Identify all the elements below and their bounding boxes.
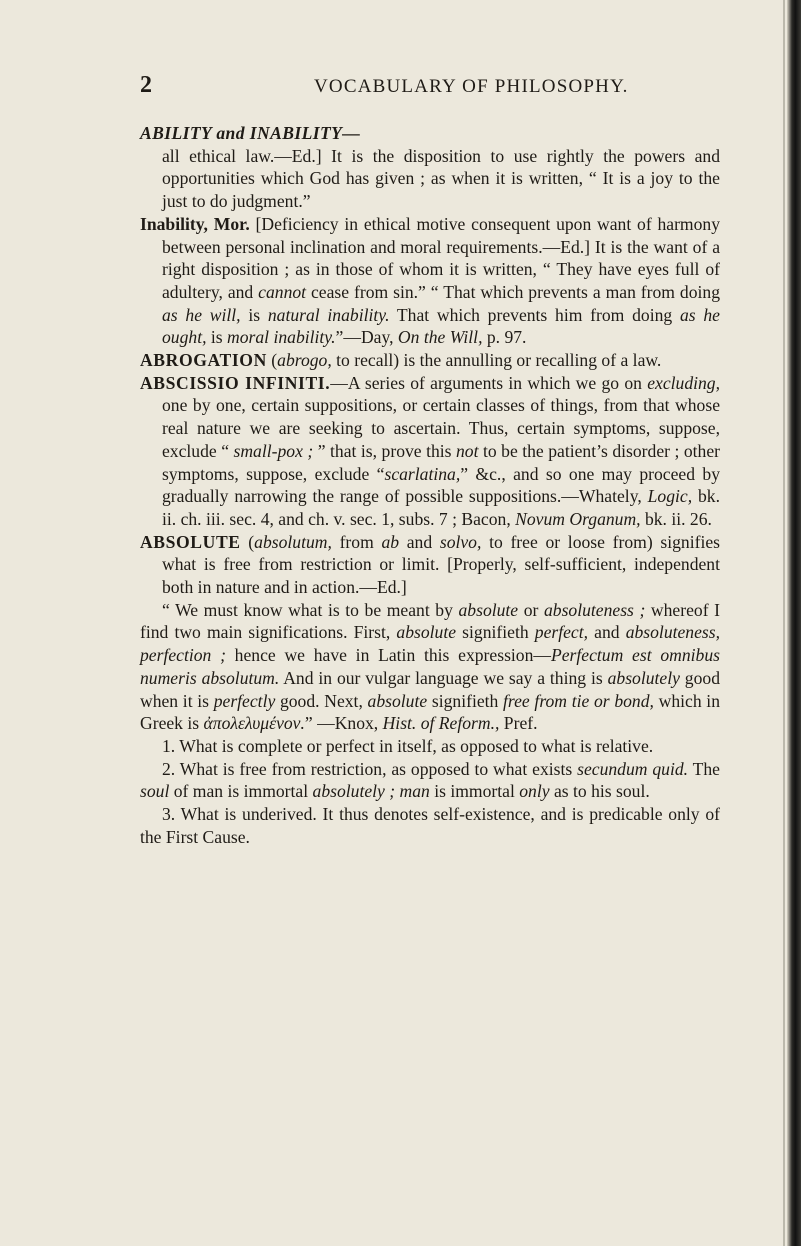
quote-text: and — [588, 622, 626, 643]
italic-term: moral inability. — [227, 327, 336, 348]
entry-text: p. 97. — [482, 327, 527, 348]
italic-term: absolutely — [607, 667, 680, 688]
entry-abrogation — [140, 349, 720, 372]
entry-heading: ABROGATION — [140, 350, 267, 371]
entry-abscissio-infiniti — [140, 372, 720, 531]
quote-text: or — [518, 599, 544, 620]
page-number: 2 — [140, 72, 152, 98]
sense-text: of man is immortal — [169, 781, 313, 802]
sense-text: as to his soul. — [549, 781, 650, 802]
italic-term: natural inability. — [267, 304, 390, 325]
entry-text: is — [206, 327, 228, 348]
entry-heading: ABILITY and INABILITY— — [140, 123, 361, 143]
page-header — [140, 72, 700, 102]
entry-heading: ABSOLUTE — [140, 531, 241, 552]
citation-title: Novum Organum, — [515, 508, 641, 529]
entry-text: bk. ii. 26. — [640, 508, 712, 529]
quote-text: And in our vulgar language we say a thing is — [279, 667, 608, 688]
running-title: VOCABULARY OF PHILOSOPHY. — [314, 76, 629, 97]
quotation-knox — [140, 599, 720, 735]
quote-text: good when it is — [140, 667, 720, 711]
entry-inability — [140, 213, 720, 349]
entry-text: is — [240, 304, 268, 325]
greek-word: ἀπολελυμένον. — [203, 713, 305, 734]
sense-text: is immortal — [429, 781, 520, 802]
entry-text: ”—Day, — [335, 327, 398, 348]
italic-term: absolutum, — [254, 531, 332, 552]
entry-text: ” &c., and so one may proceed by gradually narrowing the range of possible suppositions.—Whately, — [162, 463, 720, 507]
entry-absolute — [140, 531, 720, 599]
citation-title: Logic, — [647, 486, 693, 507]
citation-title: Hist. of Reform., — [382, 713, 500, 734]
page-body — [140, 122, 720, 849]
entry-text: all ethical law.—Ed.] It is the disposition to use rightly the powers and opportunities which God has given ; as when it is written, “ It is a joy to the just to do judgment.” — [162, 145, 720, 212]
sense-text: 2. What is free from restriction, as opposed to what exists — [162, 758, 578, 779]
quote-text: ” —Knox, — [304, 713, 383, 734]
entry-heading: ABSCISSIO INFINITI. — [140, 372, 331, 393]
italic-term: perfect, — [534, 622, 589, 643]
italic-term: only — [519, 781, 550, 802]
entry-text: ( — [240, 531, 255, 552]
italic-term: abrogo, — [277, 350, 332, 371]
italic-term: excluding, — [647, 372, 721, 393]
citation-title: On the Will, — [397, 327, 483, 348]
entry-text: That which prevents him from doing — [389, 304, 680, 325]
italic-term: absoluteness, perfection ; — [140, 622, 721, 666]
entry-text: —A series of arguments in which we go on — [330, 372, 648, 393]
quote-text: signifieth — [427, 690, 504, 711]
italic-term: as he ought, — [162, 304, 720, 348]
entry-ability-continued — [140, 122, 720, 213]
page-edge-shadow — [783, 0, 785, 1246]
latin-phrase: secundum quid. — [577, 758, 689, 779]
numbered-sense-3 — [140, 803, 720, 848]
italic-term: free from tie or bond, — [503, 690, 654, 711]
entry-text: bk. ii. ch. iii. sec. 4, and ch. v. sec. 1, subs. 7 ; Bacon, — [162, 486, 720, 529]
italic-term: as he will, — [162, 304, 241, 325]
italic-term: soul — [140, 781, 170, 802]
italic-term: small-pox ; — [233, 440, 314, 461]
sense-text: The — [688, 758, 720, 779]
quote-text: Pref. — [499, 713, 538, 734]
entry-text: cease from sin.” “ That which prevents a man from doing — [306, 281, 720, 302]
italic-term: scarlatina, — [384, 463, 461, 484]
quote-text: good. Next, — [275, 690, 368, 711]
quote-text: signifieth — [456, 622, 535, 643]
italic-term: absolute — [367, 690, 428, 711]
page-edge — [787, 0, 801, 1246]
quote-text: hence we have in Latin this expression— — [225, 645, 551, 666]
quote-text: “ We must know what is to be meant by — [162, 599, 459, 620]
entry-text: to free or loose from) signifies what is free from restriction or limit. [Properly, self-sufficient, independent both in nature and in action.—Ed.] — [162, 531, 720, 598]
italic-term: absolute — [396, 622, 457, 643]
italic-term: solvo, — [439, 531, 482, 552]
entry-text: to recall) is the annulling or recalling of a law. — [331, 350, 662, 371]
latin-phrase: Perfectum est omnibus numeris absolutum. — [140, 645, 720, 688]
italic-term: absoluteness ; — [543, 599, 646, 620]
italic-term: ab — [381, 531, 400, 552]
entry-text: to be the patient’s disorder ; other symptoms, suppose, exclude “ — [162, 440, 721, 484]
quote-text: whereof I find two main significations. First, — [140, 599, 721, 643]
quote-text: which in Greek is — [140, 690, 720, 734]
numbered-sense-1 — [140, 735, 720, 758]
entry-text: and — [399, 531, 440, 552]
italic-term: absolutely ; man — [312, 781, 430, 802]
entry-text: ( — [266, 350, 278, 371]
entry-text: ” that is, prove this — [313, 440, 456, 461]
italic-term: absolute — [458, 599, 519, 620]
entry-text: from — [331, 531, 382, 552]
entry-heading: Inability, Mor. — [140, 213, 250, 234]
numbered-sense-2 — [140, 758, 720, 803]
sense-text: 3. What is underived. It thus denotes self-existence, and is predicable only of the First Cause. — [140, 804, 720, 847]
sense-text: 1. What is complete or perfect in itself, as opposed to what is relative. — [162, 735, 654, 756]
italic-term: cannot — [258, 281, 307, 302]
italic-term: perfectly — [213, 690, 276, 711]
entry-text: one by one, certain suppositions, or certain classes of things, from that whose real nature we are seeking to ascertain. Thus, certain symptoms, suppose, exclude “ — [162, 395, 720, 461]
italic-term: not — [456, 440, 479, 461]
entry-text: [Deficiency in ethical motive consequent upon want of harmony between personal inclination and moral requirements.—Ed.] It is the want of a right disposition ; as in those of whom it is written, “ They have eyes full of adultery, and — [162, 213, 721, 302]
